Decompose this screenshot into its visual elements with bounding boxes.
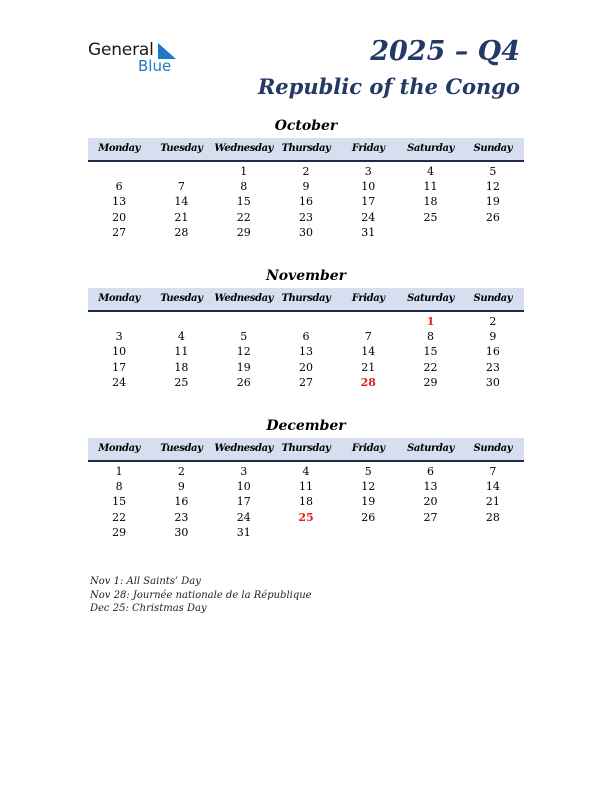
weekday-label: Saturday (407, 143, 455, 154)
day-cell: 6 (427, 465, 435, 478)
day-cell: 5 (240, 330, 248, 344)
empty-day-cell (150, 314, 212, 329)
day-cell: 8 (427, 330, 435, 344)
day-cell: 1 (115, 465, 123, 478)
day-cell: 19 (361, 495, 376, 509)
day-cell: 25 (423, 210, 438, 224)
day-cell: 30 (298, 225, 313, 239)
day-cell: 2 (302, 165, 310, 178)
holiday-note: Nov 28: Journée nationale de la République (90, 589, 312, 601)
day-cell: 31 (236, 525, 251, 539)
day-cell: 27 (298, 375, 313, 389)
empty-day-cell (462, 225, 524, 240)
weekday-header (88, 138, 524, 162)
day-cell: 18 (423, 195, 438, 209)
day-cell: 11 (174, 345, 189, 359)
day-cell: 15 (423, 345, 438, 359)
day-cell: 10 (112, 345, 127, 359)
day-cell: 16 (174, 495, 189, 509)
day-cell: 27 (423, 510, 438, 524)
month-grid (88, 162, 524, 240)
day-cell: 26 (361, 510, 376, 524)
day-cell: 14 (361, 345, 376, 359)
day-cell: 18 (298, 495, 313, 509)
day-cell: 23 (174, 510, 189, 524)
day-cell: 25 (174, 375, 189, 389)
day-cell: 23 (485, 360, 500, 374)
month-october (88, 117, 524, 240)
weekday-label: Monday (98, 293, 141, 304)
day-cell: 14 (174, 195, 189, 209)
day-cell: 29 (423, 375, 438, 389)
day-cell: 20 (423, 495, 438, 509)
day-cell: 27 (112, 225, 127, 239)
day-cell: 10 (361, 180, 376, 194)
month-title: November (265, 268, 347, 284)
day-cell: 21 (174, 210, 189, 224)
day-cell: 26 (485, 210, 500, 224)
day-cell: 15 (112, 495, 127, 509)
day-cell: 22 (236, 210, 251, 224)
day-cell: 5 (489, 165, 497, 178)
day-cell: 14 (485, 480, 500, 494)
day-cell: 24 (236, 510, 251, 524)
weekday-label: Tuesday (160, 443, 203, 454)
weekday-label: Thursday (281, 443, 331, 454)
day-cell: 7 (364, 330, 372, 344)
day-cell: 6 (302, 330, 310, 344)
day-cell: 13 (112, 195, 127, 209)
month-title: October (274, 118, 338, 134)
day-cell: 26 (236, 375, 251, 389)
weekday-label: Thursday (281, 293, 331, 304)
empty-day-cell (399, 525, 461, 540)
month-title: December (266, 418, 346, 434)
day-cell: 15 (236, 195, 251, 209)
empty-day-cell (275, 525, 337, 540)
holiday-day-cell: 1 (426, 315, 435, 328)
page-subtitle: Republic of the Congo (257, 74, 520, 99)
day-cell: 31 (361, 225, 376, 239)
day-cell: 9 (302, 180, 310, 194)
week-row (88, 375, 524, 390)
day-cell: 17 (361, 195, 376, 209)
day-cell: 21 (361, 360, 376, 374)
weekday-label: Tuesday (160, 293, 203, 304)
weekday-label: Monday (98, 143, 141, 154)
day-cell: 22 (112, 510, 127, 524)
weekday-label: Tuesday (160, 143, 203, 154)
weekday-header (88, 438, 524, 462)
day-cell: 20 (112, 210, 127, 224)
day-cell: 3 (240, 465, 248, 478)
logo-text-blue: Blue (138, 57, 172, 75)
day-cell: 6 (115, 180, 123, 194)
day-cell: 8 (240, 180, 248, 194)
holiday-note: Nov 1: All Saints’ Day (90, 576, 201, 587)
month-november (88, 267, 524, 390)
day-cell: 7 (177, 180, 185, 194)
day-cell: 17 (112, 360, 127, 374)
month-grid (88, 462, 524, 540)
day-cell: 4 (177, 330, 185, 344)
week-row (88, 314, 524, 329)
weekday-label: Friday (351, 143, 385, 154)
day-cell: 4 (302, 465, 310, 478)
week-row (88, 479, 524, 494)
day-cell: 30 (174, 525, 189, 539)
weekday-label: Sunday (473, 293, 513, 304)
holiday-notes (90, 575, 312, 616)
empty-day-cell (337, 314, 399, 329)
week-row (88, 164, 524, 179)
holiday-note: Dec 25: Christmas Day (90, 603, 207, 614)
day-cell: 7 (489, 465, 497, 478)
day-cell: 9 (177, 480, 185, 494)
empty-day-cell (462, 525, 524, 540)
day-cell: 2 (489, 315, 497, 328)
day-cell: 2 (177, 465, 185, 478)
day-cell: 17 (236, 495, 251, 509)
day-cell: 3 (115, 330, 123, 344)
day-cell: 29 (236, 225, 251, 239)
day-cell: 9 (489, 330, 497, 344)
day-cell: 30 (485, 375, 500, 389)
weekday-label: Monday (98, 443, 141, 454)
empty-day-cell (213, 314, 275, 329)
day-cell: 18 (174, 360, 189, 374)
weekday-label: Friday (351, 443, 385, 454)
logo-text-general: General (88, 40, 154, 60)
empty-day-cell (275, 314, 337, 329)
holiday-day-cell: 28 (360, 375, 376, 389)
day-cell: 10 (236, 480, 251, 494)
generalblue-logo (88, 40, 198, 76)
day-cell: 3 (364, 165, 372, 178)
day-cell: 24 (112, 375, 127, 389)
weekday-label: Saturday (407, 443, 455, 454)
week-row (88, 329, 524, 344)
day-cell: 21 (485, 495, 500, 509)
day-cell: 28 (174, 225, 189, 239)
day-cell: 29 (112, 525, 127, 539)
weekday-label: Wednesday (214, 443, 274, 454)
month-grid (88, 312, 524, 390)
week-row (88, 525, 524, 540)
day-cell: 23 (298, 210, 313, 224)
weekday-label: Thursday (281, 143, 331, 154)
empty-day-cell (88, 164, 150, 179)
day-cell: 12 (236, 345, 251, 359)
day-cell: 28 (485, 510, 500, 524)
week-row (88, 210, 524, 225)
week-row (88, 179, 524, 194)
holiday-day-cell: 25 (298, 510, 314, 524)
day-cell: 12 (361, 480, 376, 494)
day-cell: 19 (236, 360, 251, 374)
week-row (88, 194, 524, 209)
empty-day-cell (150, 164, 212, 179)
empty-day-cell (399, 225, 461, 240)
empty-day-cell (88, 314, 150, 329)
day-cell: 20 (298, 360, 313, 374)
weekday-label: Saturday (407, 293, 455, 304)
weekday-label: Wednesday (214, 143, 274, 154)
day-cell: 22 (423, 360, 438, 374)
day-cell: 8 (115, 480, 123, 494)
day-cell: 11 (423, 180, 438, 194)
day-cell: 19 (485, 195, 500, 209)
week-row (88, 344, 524, 359)
day-cell: 13 (423, 480, 438, 494)
weekday-label: Sunday (473, 443, 513, 454)
week-row (88, 510, 524, 525)
weekday-label: Sunday (473, 143, 513, 154)
week-row (88, 225, 524, 240)
day-cell: 11 (298, 480, 313, 494)
day-cell: 12 (485, 180, 500, 194)
week-row (88, 464, 524, 479)
week-row (88, 360, 524, 375)
day-cell: 4 (427, 165, 435, 178)
day-cell: 1 (240, 165, 248, 178)
empty-day-cell (337, 525, 399, 540)
month-december (88, 417, 524, 540)
day-cell: 13 (298, 345, 313, 359)
weekday-label: Wednesday (214, 293, 274, 304)
weekday-header (88, 288, 524, 312)
page-title: 2025 – Q4 (370, 36, 520, 67)
day-cell: 24 (361, 210, 376, 224)
week-row (88, 494, 524, 509)
day-cell: 16 (298, 195, 313, 209)
weekday-label: Friday (351, 293, 385, 304)
day-cell: 5 (364, 465, 372, 478)
day-cell: 16 (485, 345, 500, 359)
